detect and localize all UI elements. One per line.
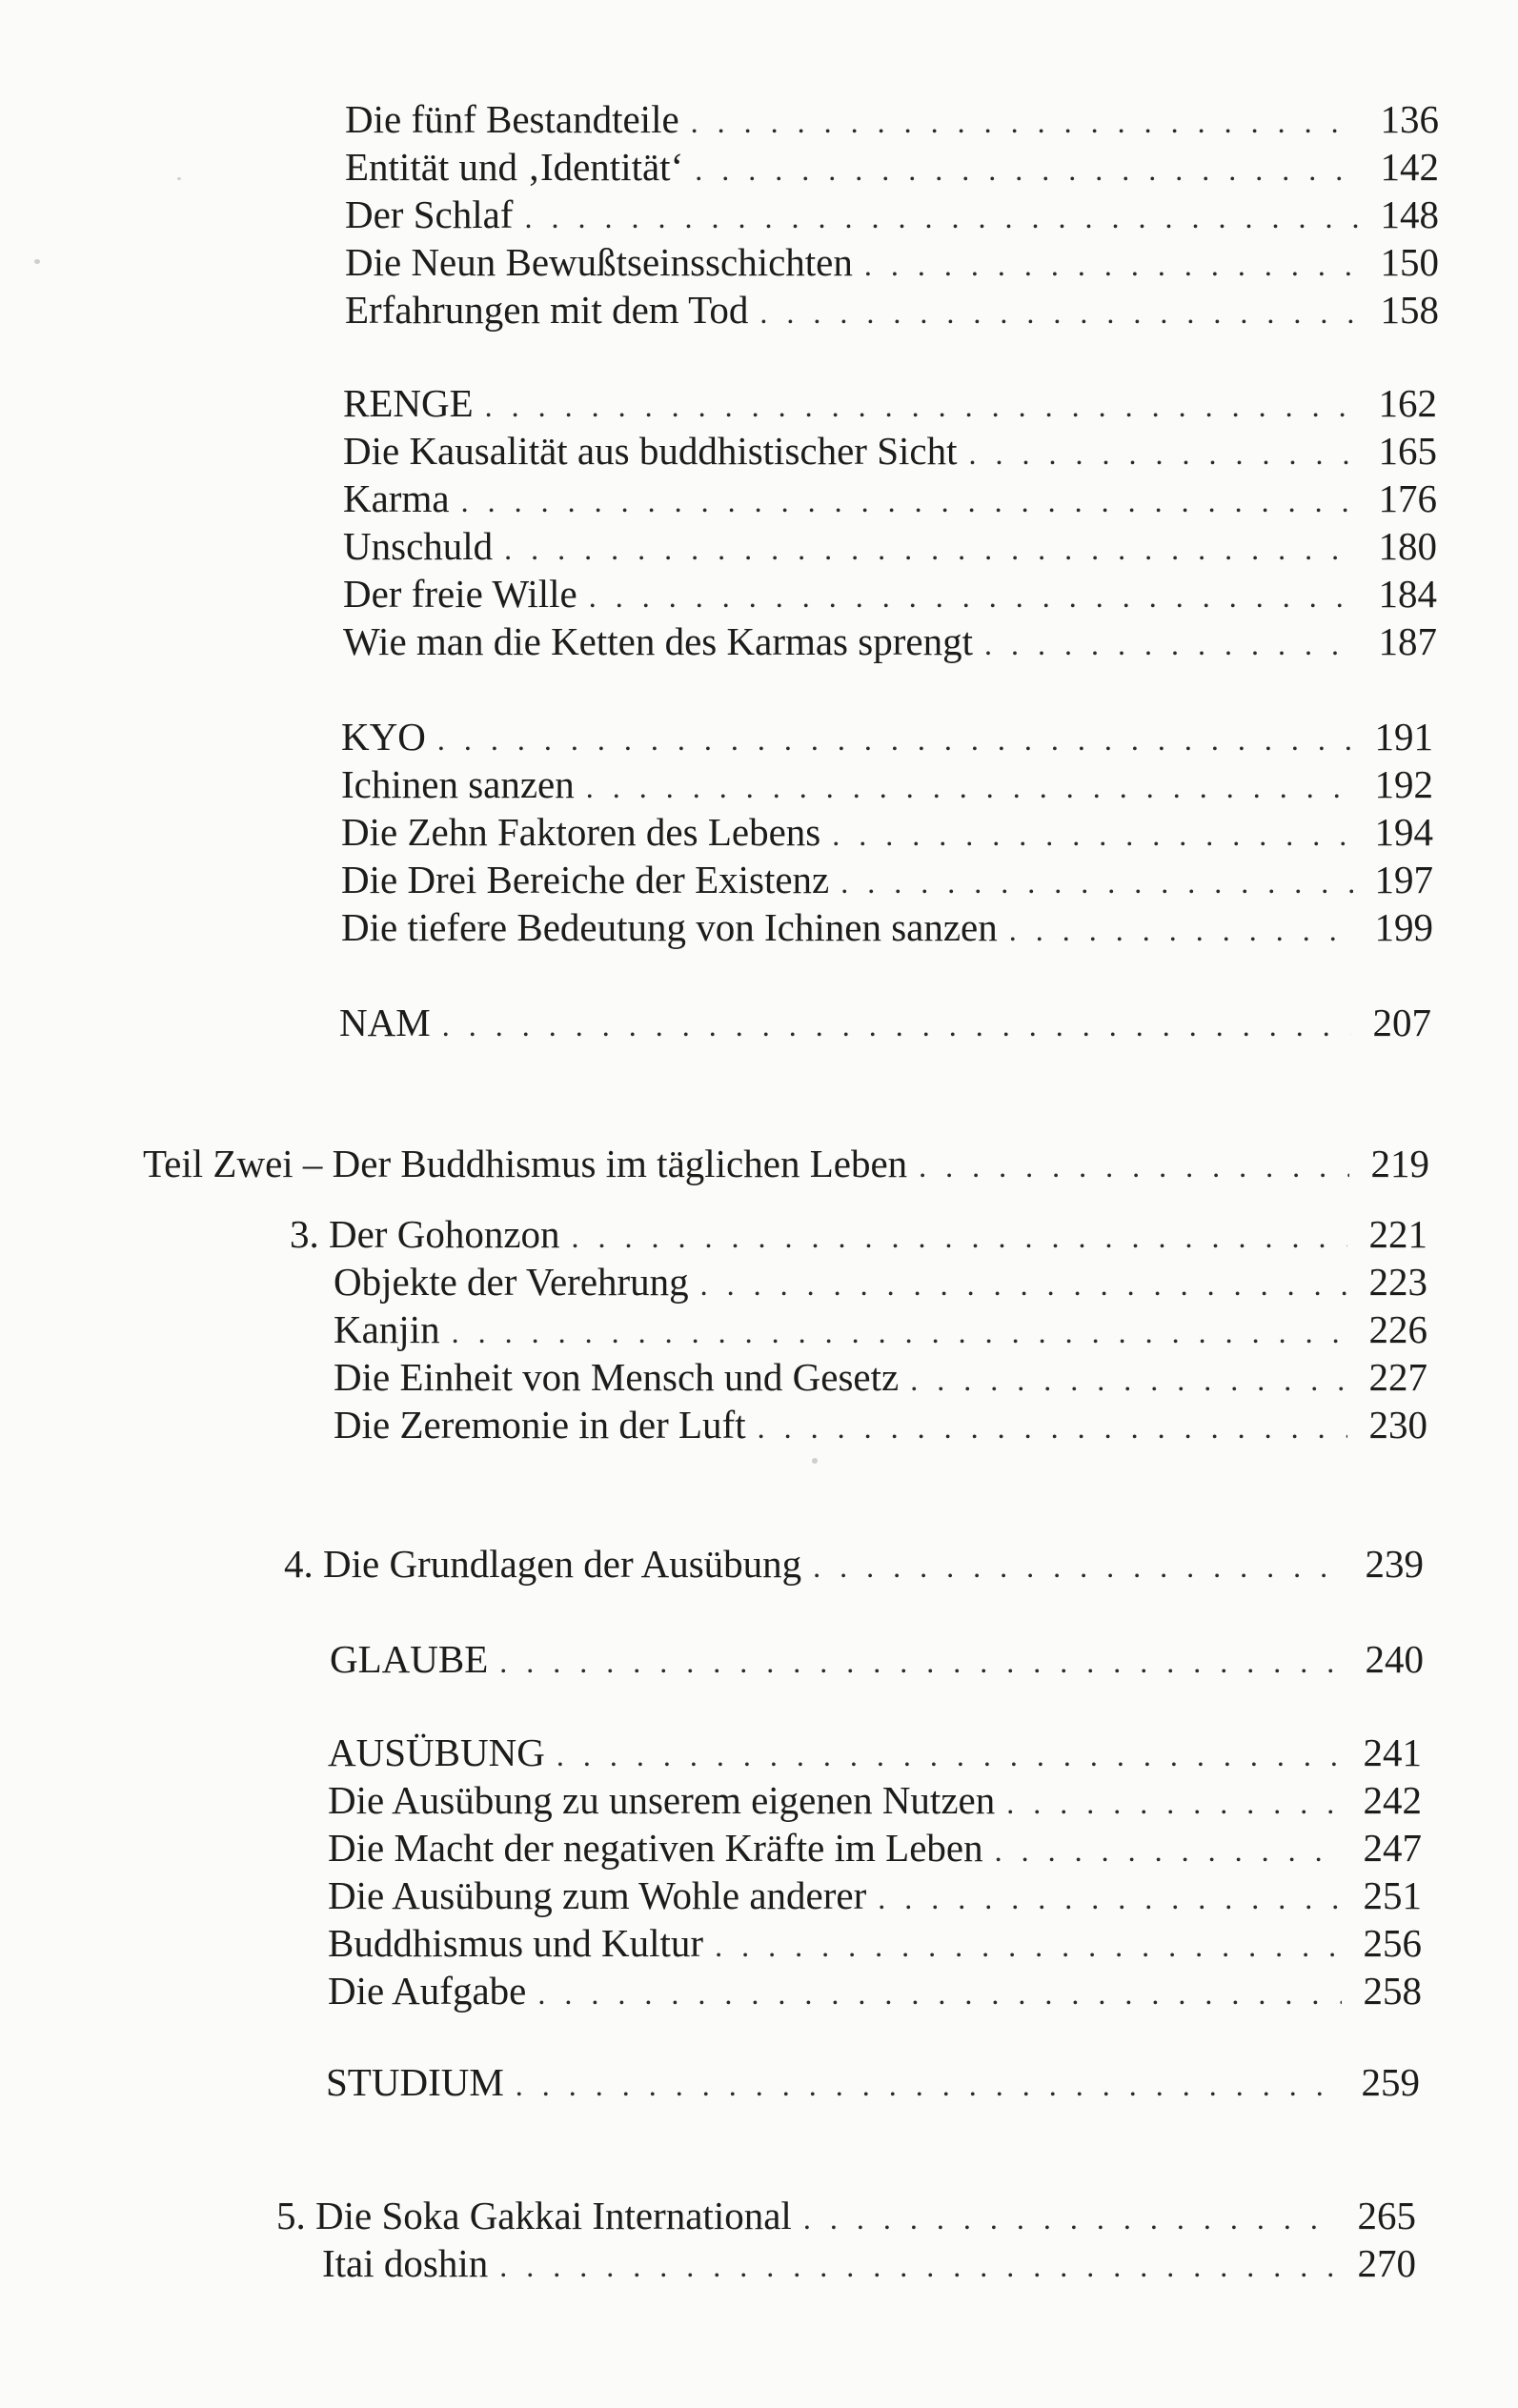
toc-entry-title: Die Kausalität aus buddhistischer Sicht	[343, 429, 958, 473]
dot-leader	[984, 620, 1357, 668]
toc-chapter-heading	[284, 1540, 1424, 1588]
dot-leader	[910, 1356, 1347, 1404]
toc-entry-page: 162	[1378, 381, 1437, 425]
toc-entry	[345, 238, 1439, 286]
toc-entry-page: 207	[1372, 1001, 1431, 1044]
dot-leader	[691, 98, 1359, 146]
dot-leader	[499, 1638, 1344, 1686]
dot-leader	[864, 241, 1359, 289]
toc-entry	[328, 1967, 1422, 2014]
toc-entry-title: Entität und ‚Identität‘	[345, 145, 684, 189]
toc-entry-page: 150	[1380, 240, 1439, 284]
toc-entry-page: 256	[1363, 1921, 1422, 1965]
toc-entry-page: 251	[1363, 1873, 1422, 1917]
toc-entry	[328, 1919, 1422, 1967]
toc-entry-page: 194	[1374, 810, 1433, 854]
toc-entry-title: Die Zeremonie in der Luft	[334, 1403, 746, 1447]
toc-entry	[341, 856, 1433, 903]
dot-leader	[442, 1002, 1351, 1049]
toc-entry-page: 191	[1374, 715, 1433, 759]
toc-entry-page: 176	[1378, 476, 1437, 520]
toc-entry	[345, 191, 1439, 238]
toc-entry-page: 240	[1365, 1637, 1424, 1681]
dot-leader	[586, 763, 1353, 811]
toc-entry-title: Der Schlaf	[345, 192, 514, 236]
toc-entry-title: Teil Zwei – Der Buddhismus im täglichen Leben	[143, 1142, 908, 1185]
toc-entry-page: 197	[1374, 858, 1433, 901]
dot-leader	[715, 1922, 1342, 1970]
dot-leader	[995, 1827, 1342, 1874]
dot-leader	[969, 430, 1358, 477]
dot-leader	[803, 2195, 1336, 2242]
toc-entry-title: KYO	[341, 715, 426, 759]
toc-entry-title: Kanjin	[334, 1307, 440, 1351]
toc-entry-title: Erfahrungen mit dem Tod	[345, 288, 749, 332]
toc-chapter-heading	[276, 2192, 1416, 2239]
toc-entry-title: RENGE	[343, 381, 474, 425]
toc-entry-title: Unschuld	[343, 524, 494, 568]
toc-entry-title: Ichinen sanzen	[341, 762, 575, 806]
toc-entry	[343, 617, 1437, 665]
dot-leader	[572, 1213, 1347, 1261]
toc-entry-page: 142	[1380, 145, 1439, 189]
toc-part-heading	[143, 1140, 1429, 1187]
dot-leader	[516, 2061, 1340, 2109]
toc-entry	[328, 1824, 1422, 1872]
toc-entry-page: 192	[1374, 762, 1433, 806]
dot-leader	[589, 573, 1357, 620]
toc-entry-page: 158	[1380, 288, 1439, 332]
toc-entry-page: 226	[1368, 1307, 1427, 1351]
toc-entry-page: 148	[1380, 192, 1439, 236]
toc-entry-title: NAM	[339, 1001, 431, 1044]
toc-entry-page: 221	[1368, 1212, 1427, 1256]
toc-entry-title: Die Aufgabe	[328, 1969, 527, 2013]
toc-entry-title: Die tiefere Bedeutung von Ichinen sanzen	[341, 905, 998, 949]
toc-entry-title: GLAUBE	[330, 1637, 489, 1681]
toc-entry	[341, 808, 1433, 856]
toc-chapter-heading	[290, 1210, 1427, 1258]
toc-entry-title: Itai doshin	[322, 2241, 489, 2285]
dot-leader	[524, 193, 1359, 241]
toc-entry-title: AUSÜBUNG	[328, 1730, 545, 1774]
toc-entry-page: 265	[1357, 2194, 1416, 2237]
toc-entry	[343, 427, 1437, 475]
toc-entry	[334, 1305, 1427, 1353]
toc-entry-page: 241	[1363, 1730, 1422, 1774]
toc-entry	[341, 713, 1433, 760]
dot-leader	[437, 716, 1353, 763]
toc-entry-title: Wie man die Ketten des Karmas sprengt	[343, 619, 973, 663]
toc-entry-title: Die Ausübung zum Wohle anderer	[328, 1873, 867, 1917]
scan-speck	[812, 1458, 818, 1464]
dot-leader	[499, 2242, 1336, 2290]
toc-entry	[343, 570, 1437, 617]
toc-entry-title: Buddhismus und Kultur	[328, 1921, 704, 1965]
toc-entry	[339, 999, 1431, 1046]
toc-entry-title: 4. Die Grundlagen der Ausübung	[284, 1542, 802, 1586]
toc-entry-page: 258	[1363, 1969, 1422, 2013]
dot-leader	[504, 525, 1357, 573]
toc-entry-page: 239	[1365, 1542, 1424, 1586]
toc-entry	[334, 1353, 1427, 1401]
toc-entry-page: 136	[1380, 97, 1439, 141]
toc-entry-page: 230	[1368, 1403, 1427, 1447]
toc-entry-page: 247	[1363, 1826, 1422, 1870]
toc-entry	[345, 95, 1439, 143]
dot-leader	[832, 811, 1353, 859]
toc-entry	[328, 1872, 1422, 1919]
dot-leader	[537, 1970, 1342, 2017]
toc-entry-page: 259	[1361, 2060, 1420, 2104]
toc-entry-title: Die Ausübung zu unserem eigenen Nutzen	[328, 1778, 996, 1822]
toc-entry-title: 3. Der Gohonzon	[290, 1212, 560, 1256]
toc-entry-title: STUDIUM	[326, 2060, 504, 2104]
toc-entry-page: 223	[1368, 1260, 1427, 1304]
toc-entry	[328, 1729, 1422, 1776]
toc-entry-title: Die Neun Bewußtseinsschichten	[345, 240, 853, 284]
dot-leader	[1006, 1779, 1342, 1827]
toc-entry	[341, 760, 1433, 808]
toc-entry	[334, 1258, 1427, 1305]
toc-entry-page: 227	[1368, 1355, 1427, 1399]
dot-leader	[695, 146, 1359, 193]
toc-entry-page: 184	[1378, 572, 1437, 616]
toc-entry-title: Die Drei Bereiche der Existenz	[341, 858, 830, 901]
dot-leader	[759, 289, 1359, 336]
toc-entry-title: Der freie Wille	[343, 572, 577, 616]
dot-leader	[700, 1261, 1347, 1308]
dot-leader	[840, 859, 1353, 906]
toc-entry-title: Die fünf Bestandteile	[345, 97, 679, 141]
toc-entry	[322, 2239, 1416, 2287]
toc-entry	[345, 143, 1439, 191]
toc-entry-title: Karma	[343, 476, 450, 520]
dot-leader	[452, 1308, 1347, 1356]
dot-leader	[557, 1731, 1342, 1779]
toc-entry-page: 270	[1357, 2241, 1416, 2285]
dot-leader	[461, 477, 1357, 525]
toc-entry	[345, 286, 1439, 334]
toc-entry-page: 199	[1374, 905, 1433, 949]
dot-leader	[1009, 906, 1353, 954]
scan-speck	[177, 177, 181, 180]
toc-entry-title: Die Einheit von Mensch und Gesetz	[334, 1355, 900, 1399]
toc-entry-title: 5. Die Soka Gakkai International	[276, 2194, 792, 2237]
dot-leader	[758, 1404, 1347, 1451]
toc-entry-page: 180	[1378, 524, 1437, 568]
dot-leader	[813, 1543, 1344, 1590]
toc-entry	[343, 522, 1437, 570]
toc-entry-page: 165	[1378, 429, 1437, 473]
toc-entry	[326, 2058, 1420, 2106]
toc-entry-title: Die Macht der negativen Kräfte im Leben	[328, 1826, 983, 1870]
toc-entry	[328, 1776, 1422, 1824]
toc-entry	[343, 475, 1437, 522]
toc-entry-page: 242	[1363, 1778, 1422, 1822]
scan-speck	[34, 259, 40, 264]
dot-leader	[878, 1874, 1342, 1922]
dot-leader	[919, 1143, 1349, 1190]
toc-entry-page: 187	[1378, 619, 1437, 663]
toc-entry	[334, 1401, 1427, 1448]
toc-entry-title: Die Zehn Faktoren des Lebens	[341, 810, 821, 854]
toc-entry	[343, 379, 1437, 427]
toc-entry	[341, 903, 1433, 951]
toc-entry	[330, 1635, 1424, 1683]
toc-entry-title: Objekte der Verehrung	[334, 1260, 689, 1304]
toc-entry-page: 219	[1370, 1142, 1429, 1185]
dot-leader	[485, 382, 1357, 430]
